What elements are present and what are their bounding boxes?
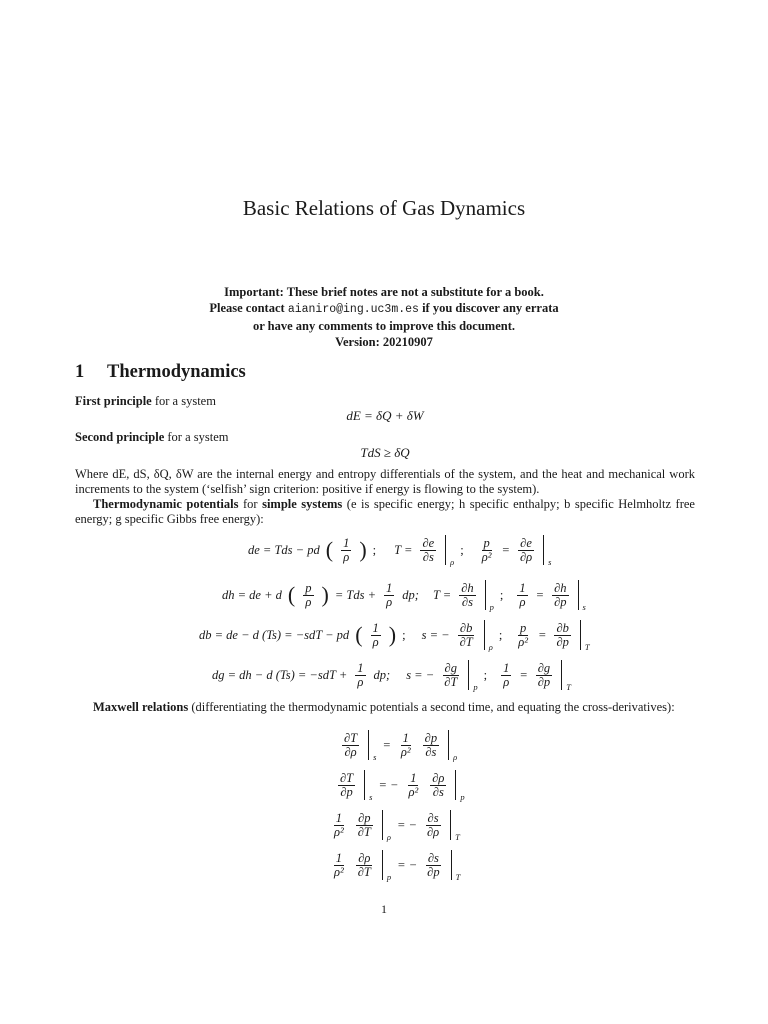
notice-line-1: Important: These brief notes are not a substitute for a book. xyxy=(224,285,544,299)
equation-de: de = Tds − pd ( $\frac{1}{\rho}$ ) ; T = $\frac{\partial e}{\partial s}$ ρ ; $\frac{p}{\text{ρ²}}$ = $\frac{\partial e}{\partial\rho}$ s xyxy=(248,535,552,567)
maxwell-relation-2: $\frac{\partial T}{\partial p}$ s = − $\frac{1}{\text{ρ²}}$ $\frac{\partial\rho}{\partial s}$ p xyxy=(340,770,465,802)
first-principle-equation: dE = δQ + δW xyxy=(346,408,424,423)
equation-dg: dg = dh − d (Ts) = −sdT + $\frac{1}{\rho}$ dp; s = − $\frac{\partial g}{\partial T}$ p ; $\frac{1}{\rho}$ = $\frac{\partial g}{\partial p}$ T xyxy=(212,660,571,692)
second-principle-label: Second principle xyxy=(75,430,165,444)
maxwell-relation-1: $\frac{\partial T}{\partial\rho}$ s = $\frac{1}{\text{ρ²}}$ $\frac{\partial p}{\partial s}$ ρ xyxy=(344,730,458,762)
notice-line-3: or have any comments to improve this document. xyxy=(252,319,516,333)
notice-line-2-post: if you discover any errata xyxy=(418,301,559,315)
equation-dh: dh = de + d ( $\frac{p}{\rho}$ ) = Tds + $\frac{1}{\rho}$ dp; T = $\frac{\partial h}{\partial s}$ p ; $\frac{1}{\rho}$ = $\frac{\partial h}{\partial p}$ s xyxy=(222,580,586,612)
second-principle-text: Second principle for a system xyxy=(75,430,229,444)
where-paragraph: Where dE, dS, δQ, δW are the internal energy and entropy differentials of the system, and the heat and mechanical work increments to the system (‘selfish’ sign criterion: positive if energy is flowing to the system). xyxy=(75,467,695,496)
equation-db: db = de − d (Ts) = −sdT − pd ( $\frac{1}{\rho}$ ) ; s = − $\frac{\partial b}{\partial T}$ ρ ; $\frac{p}{\text{ρ²}}$ = $\frac{\partial b}{\partial p}$ T xyxy=(199,620,590,652)
document-title: Basic Relations of Gas Dynamics xyxy=(242,196,526,220)
contact-email[interactable]: aianiro@ing.uc3m.es xyxy=(287,303,419,316)
notice-line-2-pre: Please contact xyxy=(209,301,288,315)
first-principle-text: First principle for a system xyxy=(75,394,216,408)
section-heading xyxy=(75,362,246,383)
first-principle-label: First principle xyxy=(75,394,152,408)
important-notice xyxy=(0,284,768,350)
maxwell-relation-3: $\frac{1}{\text{ρ²}}$ $\frac{\partial p}{\partial T}$ ρ = − $\frac{\partial s}{\partial\rho}$ T xyxy=(334,810,460,842)
notice-line-2 xyxy=(0,300,768,318)
version-line: Version: 20210907 xyxy=(335,335,433,349)
second-principle-equation: TdS ≥ δQ xyxy=(360,445,410,460)
maxwell-relation-4: $\frac{1}{\text{ρ²}}$ $\frac{\partial\rho}{\partial T}$ p = − $\frac{\partial s}{\partial p}$ T xyxy=(334,850,461,882)
potentials-paragraph: Thermodynamic potentials for simple systems (e is specific energy; h specific enthalpy; b specific Helmholtz free energy; g specific Gibbs free energy): xyxy=(75,497,695,526)
page-number: 1 xyxy=(381,902,387,916)
section-number: 1 xyxy=(75,362,85,382)
section-title: Thermodynamics xyxy=(107,362,246,382)
maxwell-paragraph: Maxwell relations (differentiating the thermodynamic potentials a second time, and equating the cross-derivatives): xyxy=(93,700,675,714)
